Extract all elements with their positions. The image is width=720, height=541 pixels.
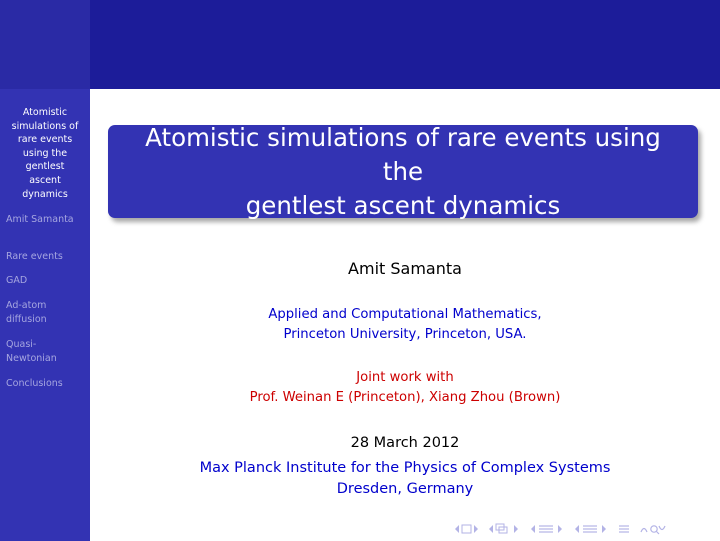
header-bar [90, 0, 720, 89]
sidebar-item-quasi-newtonian[interactable] [6, 338, 88, 365]
sidebar-item-label: Ad-atom [6, 300, 47, 311]
venue-name: Max Planck Institute for the Physics of Complex Systems [199, 460, 611, 476]
sidebar-title-line: gentlest [25, 161, 65, 173]
sidebar-item-label: Conclusions [6, 378, 63, 389]
sidebar-title-line: dynamics [22, 188, 68, 200]
sidebar-author[interactable]: Amit Samanta [6, 214, 74, 225]
slide-author: Amit Samanta [348, 259, 462, 278]
sidebar-title-line: ascent [29, 174, 61, 186]
sidebar-item-label: Quasi- [6, 339, 37, 350]
nav-align-icon[interactable] [617, 523, 631, 535]
collaborators: Prof. Weinan E (Princeton), Xiang Zhou (Brown) [249, 389, 561, 405]
sidebar-title[interactable] [2, 106, 88, 201]
venue [90, 458, 720, 500]
sidebar-header [0, 0, 90, 89]
sidebar-title-line: using the [22, 147, 68, 159]
sidebar-item-rare-events[interactable] [6, 250, 88, 264]
sidebar [0, 0, 90, 541]
joint-work-label: Joint work with [356, 370, 454, 385]
presentation-date: 28 March 2012 [350, 435, 460, 451]
slide-title-line: gentlest ascent dynamics [245, 190, 561, 220]
sidebar-item-ad-atom-diffusion[interactable] [6, 299, 88, 326]
sidebar-title-line: Atomistic [22, 107, 68, 118]
joint-work [90, 368, 720, 407]
sidebar-item-label: Newtonian [6, 352, 57, 364]
beamer-navigation [453, 522, 703, 536]
sidebar-item-conclusions[interactable] [6, 377, 88, 391]
nav-subsection-icon[interactable] [487, 523, 523, 535]
sidebar-item-label: GAD [6, 275, 28, 286]
venue-location: Dresden, Germany [336, 481, 474, 497]
sidebar-title-line: rare events [17, 134, 73, 146]
sidebar-item-label: Rare events [6, 251, 63, 262]
sidebar-item-label: diffusion [6, 313, 47, 325]
nav-search-icon[interactable] [637, 523, 667, 535]
sidebar-item-gad[interactable] [6, 274, 88, 288]
affiliation-line: Princeton University, Princeton, USA. [283, 326, 527, 342]
nav-section-icon[interactable] [529, 523, 567, 535]
slide-title-box [108, 122, 698, 220]
nav-presentation-icon[interactable] [573, 523, 611, 535]
affiliation-line: Applied and Computational Mathematics, [268, 307, 542, 322]
slide-title [123, 121, 683, 223]
sidebar-title-line: simulations of [11, 120, 79, 132]
slide-title-line: Atomistic simulations of rare events using the [145, 122, 661, 186]
nav-frame-icon[interactable] [453, 523, 481, 535]
affiliation [90, 305, 720, 344]
